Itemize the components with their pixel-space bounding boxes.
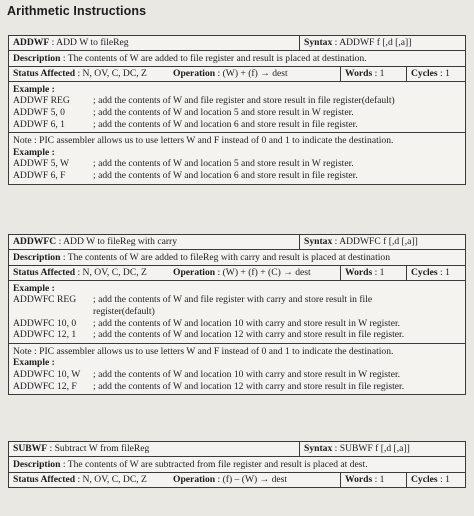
- addwfc-title: [9, 235, 299, 249]
- addwf-cycles: [406, 67, 465, 81]
- subwf-operation-value: : (f) – (W) → dest: [215, 474, 288, 486]
- subwf-words-value: : 1: [372, 474, 385, 486]
- subwf-status-row: [9, 472, 465, 487]
- addwf-syntax: [299, 36, 465, 50]
- example-code: ADDWFC 12, 1: [13, 329, 77, 341]
- example-comment: ; add the contents of W and file register with carry and store result in file register(default): [93, 294, 373, 317]
- example-comment: ; add the contents of W and location 10 with carry and store result in W register.: [93, 317, 401, 329]
- subwf-table: [8, 441, 466, 488]
- addwfc-syntax-label: Syntax: [304, 236, 333, 247]
- example-line: [13, 95, 461, 107]
- example-comment: ; add the contents of W and location 5 and store result in W register.: [93, 106, 354, 118]
- subwf-syntax: [299, 442, 465, 456]
- example-line: [13, 369, 461, 381]
- page-heading: Arithmetic Instructions: [7, 4, 147, 18]
- example-line: [13, 158, 461, 170]
- addwf-table: [8, 35, 466, 185]
- addwf-operation-label: Operation: [173, 68, 216, 80]
- addwf-title: [9, 36, 299, 50]
- addwfc-title-row: [9, 235, 465, 249]
- subwf-description-row: [9, 456, 465, 473]
- subwf-status: [9, 473, 169, 487]
- example-code: ADDWFC REG: [13, 294, 77, 306]
- addwf-description-row: [9, 50, 465, 67]
- example-code: ADDWFC 10, 0: [13, 317, 77, 329]
- addwfc-words: [340, 266, 406, 280]
- addwf-words-label: Words: [345, 68, 373, 80]
- addwf-status: [9, 67, 169, 81]
- addwfc-description-label: Description: [13, 251, 61, 263]
- addwf-note-block: [9, 132, 465, 183]
- subwf-cycles: [406, 473, 465, 487]
- subwf-mnemonic: SUBWF: [13, 443, 48, 454]
- addwfc-cycles-value: : 1: [437, 267, 450, 279]
- example-line: [13, 381, 461, 393]
- addwfc-status-label: Status Affected: [13, 267, 76, 279]
- subwf-words-label: Words: [345, 474, 373, 486]
- addwf-title-row: [9, 36, 465, 50]
- addwfc-description-row: [9, 249, 465, 266]
- addwfc-note-block: [9, 343, 465, 394]
- example-code: ADDWF 5, 0: [13, 106, 65, 118]
- subwf-title-text: : Subtract W from fileReg: [47, 443, 150, 454]
- example-code: ADDWF 6, F: [13, 169, 66, 181]
- subwf-operation-label: Operation: [173, 474, 216, 486]
- subwf-syntax-value: : SUBWF f [,d [,a]]: [332, 443, 410, 454]
- addwfc-cycles-label: Cycles: [411, 267, 438, 279]
- example-comment: ; add the contents of W and location 12 with carry and store result in file register.: [93, 329, 405, 341]
- addwf-syntax-value: : ADDWF f [,d [,a]]: [332, 37, 412, 48]
- addwfc-cycles: [406, 266, 465, 280]
- example-comment: ; add the contents of W and location 6 and store result in file register.: [93, 169, 358, 181]
- addwf-note: Note : PIC assembler allows us to use letters W and F instead of 0 and 1 to indicate the destination.: [13, 135, 394, 147]
- addwfc-operation-label: Operation: [173, 267, 216, 279]
- addwfc-syntax-value: : ADDWFC f [,d [,a]]: [332, 236, 418, 247]
- addwfc-operation-value: : (W) + (f) + (C) → dest: [215, 267, 311, 279]
- example-code: ADDWF 6, 1: [13, 118, 65, 130]
- addwf-syntax-label: Syntax: [304, 37, 333, 48]
- example-comment: ; add the contents of W and location 12 with carry and store result in file register.: [93, 380, 405, 392]
- example-code: ADDWF REG: [13, 95, 70, 107]
- example-comment: ; add the contents of W and location 6 and store result in file register.: [93, 118, 358, 130]
- subwf-cycles-label: Cycles: [411, 474, 438, 486]
- subwf-operation: [169, 473, 340, 487]
- addwf-words: [340, 67, 406, 81]
- addwf-title-text: : ADD W to fileReg: [49, 37, 129, 48]
- addwfc-example-label: Example :: [13, 282, 55, 294]
- addwfc-words-value: : 1: [372, 267, 385, 279]
- example-code: ADDWFC 10, W: [13, 368, 81, 380]
- addwf-status-value: : N, OV, C, DC, Z: [75, 68, 147, 80]
- addwfc-note: Note : PIC assembler allows us to use letters W and F instead of 0 and 1 to indicate the destination.: [13, 345, 394, 357]
- addwf-description: : The contents of W are added to file register and result is placed at destination.: [60, 52, 367, 64]
- addwfc-examples: [9, 280, 465, 343]
- example-line: [13, 318, 461, 330]
- addwf-operation: [169, 67, 340, 81]
- addwfc-mnemonic: ADDWFC: [13, 236, 57, 247]
- example-line: [13, 119, 461, 131]
- addwf-cycles-label: Cycles: [411, 68, 438, 80]
- subwf-syntax-label: Syntax: [304, 443, 333, 454]
- example-code: ADDWFC 12, F: [13, 380, 77, 392]
- addwfc-table: [8, 234, 466, 395]
- subwf-title-row: [9, 442, 465, 456]
- example-line: [13, 107, 461, 119]
- subwf-description-label: Description: [13, 458, 61, 470]
- example-comment: ; add the contents of W and file register and store result in file register(default): [93, 95, 395, 107]
- addwf-status-label: Status Affected: [13, 68, 76, 80]
- addwf-mnemonic: ADDWF: [13, 37, 50, 48]
- example-line: [13, 294, 461, 317]
- addwfc-operation: [169, 266, 340, 280]
- addwf-example-label: Example :: [13, 83, 55, 95]
- example-comment: ; add the contents of W and location 10 with carry and store result in W register.: [93, 368, 401, 380]
- subwf-status-label: Status Affected: [13, 474, 76, 486]
- addwf-words-value: : 1: [372, 68, 385, 80]
- addwfc-status: [9, 266, 169, 280]
- addwfc-example2-label: Example :: [13, 357, 55, 369]
- addwf-examples: [9, 81, 465, 132]
- addwf-example2-label: Example :: [13, 146, 55, 158]
- example-code: ADDWF 5, W: [13, 158, 70, 170]
- example-comment: ; add the contents of W and location 5 and store result in W register.: [93, 158, 354, 170]
- example-line: [13, 170, 461, 182]
- subwf-description: : The contents of W are subtracted from file register and result is placed at dest.: [60, 458, 368, 470]
- addwfc-syntax: [299, 235, 465, 249]
- addwf-operation-value: : (W) + (f) → dest: [215, 68, 288, 80]
- addwf-description-label: Description: [13, 52, 61, 64]
- addwf-cycles-value: : 1: [437, 68, 450, 80]
- subwf-cycles-value: : 1: [437, 474, 450, 486]
- subwf-words: [340, 473, 406, 487]
- addwfc-words-label: Words: [345, 267, 373, 279]
- addwfc-description: : The contents of W are added to fileReg with carry and result is placed at destination: [60, 251, 390, 263]
- addwfc-status-row: [9, 265, 465, 280]
- addwfc-status-value: : N, OV, C, DC, Z: [75, 267, 147, 279]
- subwf-status-value: : N, OV, C, DC, Z: [75, 474, 147, 486]
- addwf-status-row: [9, 66, 465, 81]
- example-line: [13, 329, 461, 341]
- addwfc-title-text: : ADD W to fileReg with carry: [56, 236, 178, 247]
- subwf-title: [9, 442, 299, 456]
